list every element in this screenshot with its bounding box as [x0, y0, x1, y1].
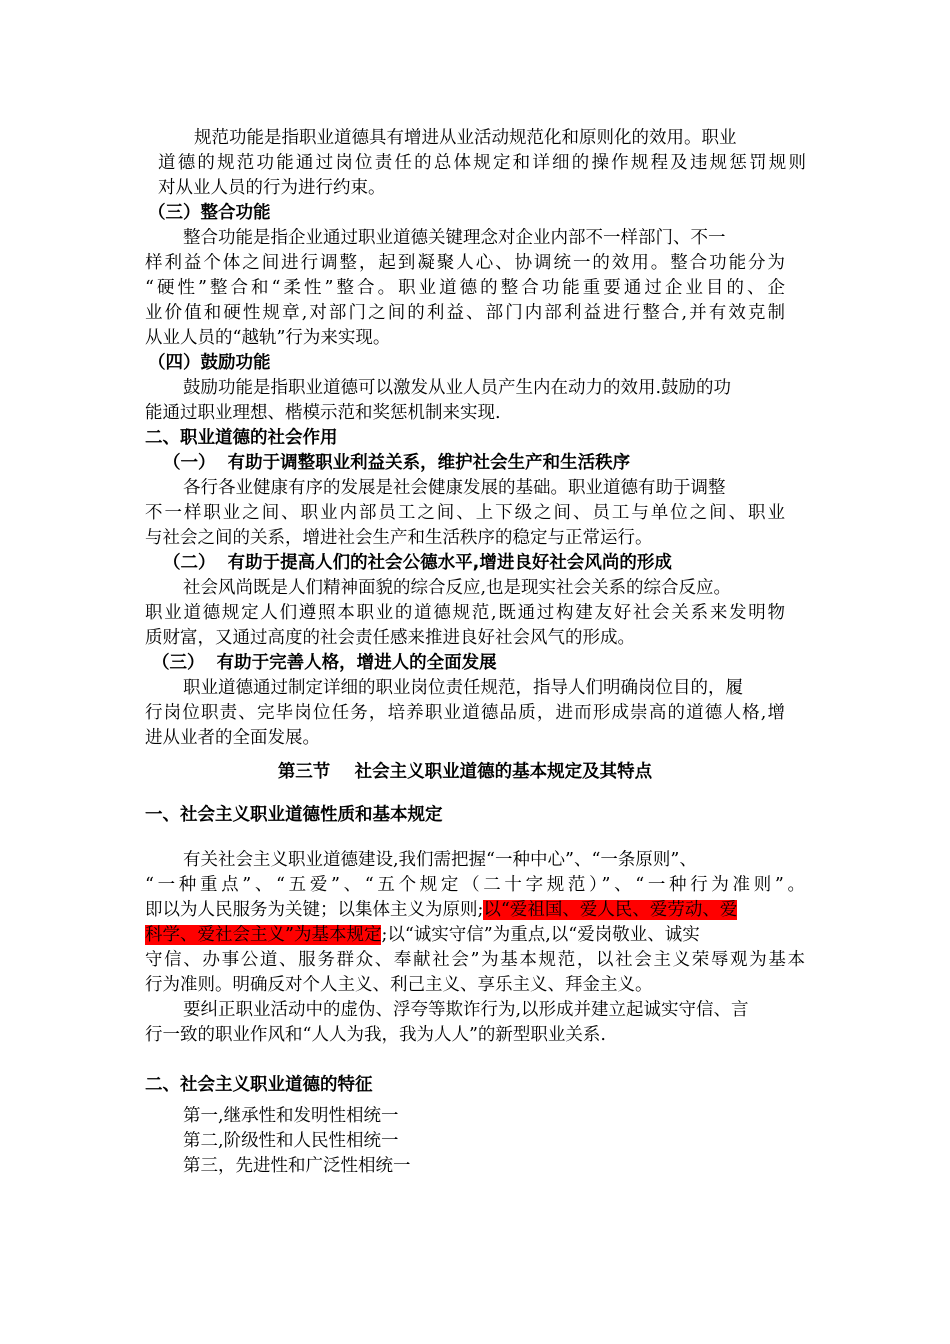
highlighted-text: 以“爱祖国、爱人民、爱劳动、爱	[483, 900, 738, 920]
paragraph-norm-function	[158, 126, 806, 201]
text-line: 要纠正职业活动中的虚伪、浮夸等欺诈行为,以形成并建立起诚实守信、言	[183, 1000, 749, 1020]
text-segment: ;以“诚实守信”为重点,以“爱岗敬业、诚实	[381, 925, 700, 945]
text-line: 职业道德规定人们遵照本职业的道德规范,既通过构建友好社会关系来发明物	[145, 603, 785, 623]
text-line: 不一样职业之间、职业内部员工之间、上下级之间、员工与单位之间、职业	[145, 503, 785, 523]
text-line: 质财富，又通过高度的社会责任感来推进良好社会风气的形成。	[145, 628, 635, 648]
paragraph-social-role-3	[145, 676, 785, 751]
text-line: 社会风尚既是人们精神面貌的综合反应,也是现实社会关系的综合反应。	[183, 578, 732, 598]
heading-social-role-3: （三） 有助于完善人格，增进人的全面发展	[152, 653, 497, 673]
highlighted-text: 科学、爱社会主义”为基本规定	[145, 925, 382, 945]
text-line: 对从业人员的行为进行约束。	[158, 178, 386, 198]
paragraph-nature-requirements	[145, 848, 805, 998]
text-line: 进从业者的全面发展。	[145, 728, 320, 748]
text-line: “硬性”整合和“柔性”整合。职业道德的整合功能重要通过企业目的、企	[145, 278, 785, 298]
text-line: 道德的规范功能通过岗位责任的总体规定和详细的操作规程及违规惩罚规则	[158, 153, 806, 173]
text-line: “一种重点”、“五爱”、“五个规定（二十字规范）”、“一种行为准则”。	[145, 875, 805, 895]
paragraph-integrate-function	[145, 226, 785, 351]
heading-nature-requirements: 一、社会主义职业道德性质和基本规定	[145, 805, 443, 825]
list-item: 第二,阶级性和人民性相统一	[183, 1131, 399, 1151]
list-item: 第三，先进性和广泛性相统一	[183, 1156, 411, 1176]
heading-features: 二、社会主义职业道德的特征	[145, 1075, 373, 1095]
text-line: 行一致的职业作风和“人人为我，我为人人”的新型职业关系.	[145, 1025, 606, 1045]
paragraph-social-role-1	[145, 476, 785, 551]
heading-social-role: 二、职业道德的社会作用	[145, 428, 338, 448]
text-line: 样利益个体之间进行调整，起到凝聚人心、协调统一的效用。整合功能分为	[145, 253, 785, 273]
paragraph-social-role-2	[145, 576, 785, 651]
features-list	[183, 1104, 411, 1179]
text-line: 业价值和硬性规章,对部门之间的利益、部门内部利益进行整合,并有效克制	[145, 303, 785, 323]
text-line: 有关社会主义职业道德建设,我们需把握“一种中心”、“一条原则”、	[183, 850, 697, 870]
text-line: 规范功能是指职业道德具有增进从业活动规范化和原则化的效用。职业	[194, 128, 737, 148]
text-segment: 即以为人民服务为关键；以集体主义为原则;	[145, 900, 484, 920]
heading-encourage-function: （四）鼓励功能	[148, 353, 271, 373]
text-line: 整合功能是指企业通过职业道德关键理念对企业内部不一样部门、不一	[183, 228, 726, 248]
list-item: 第一,继承性和发明性相统一	[183, 1106, 399, 1126]
paragraph-encourage-function	[145, 376, 785, 426]
text-line: 行岗位职责、完毕岗位任务，培养职业道德品质，进而形成崇高的道德人格,增	[145, 703, 785, 723]
text-line	[145, 898, 805, 923]
text-line: 各行各业健康有序的发展是社会健康发展的基础。职业道德有助于调整	[183, 478, 726, 498]
paragraph-correct-behaviour	[145, 998, 805, 1048]
heading-social-role-1: （一） 有助于调整职业利益关系，维护社会生产和生活秩序	[163, 453, 631, 473]
heading-social-role-2: （二） 有助于提高人们的社会公德水平,增进良好社会风尚的形成	[163, 553, 672, 573]
text-line: 职业道德通过制定详细的职业岗位责任规范，指导人们明确岗位目的，履	[183, 678, 743, 698]
text-line: 从业人员的“越轨”行为来实现。	[145, 328, 391, 348]
text-line: 守信、办事公道、服务群众、奉献社会”为基本规范，以社会主义荣辱观为基本	[145, 950, 805, 970]
text-line: 与社会之间的关系，增进社会生产和生活秩序的稳定与正常运行。	[145, 528, 653, 548]
text-line: 能通过职业理想、楷模示范和奖惩机制来实现.	[145, 403, 501, 423]
text-line	[145, 923, 805, 948]
section-title: 第三节 社会主义职业道德的基本规定及其特点	[277, 762, 653, 782]
heading-integrate-function: （三）整合功能	[148, 203, 271, 223]
text-line: 行为准则。明确反对个人主义、利己主义、享乐主义、拜金主义。	[145, 975, 653, 995]
text-line: 鼓励功能是指职业道德可以激发从业人员产生内在动力的效用.鼓励的功	[183, 378, 732, 398]
